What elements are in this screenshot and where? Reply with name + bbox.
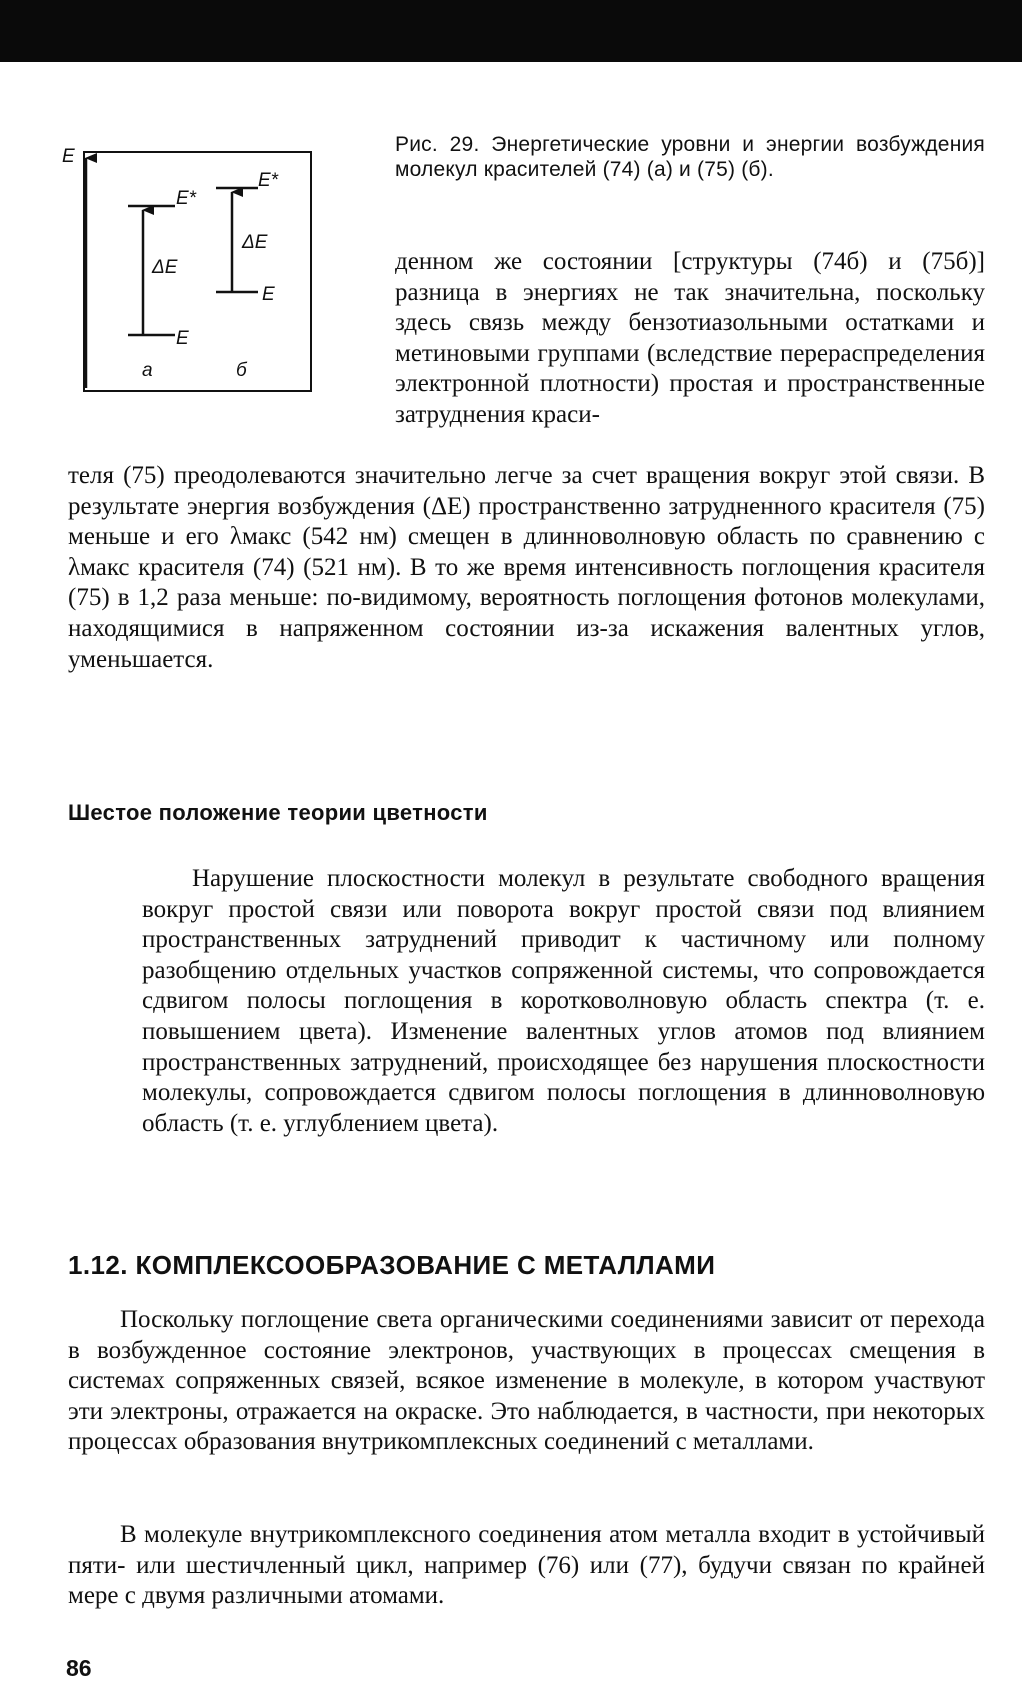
principle-statement <box>142 864 985 1139</box>
continued-paragraph: теля (75) преодолеваются значительно легче за счет вращения вокруг этой связи. В результате энергия возбуждения (ΔE) пространственно затрудненного красителя (75) меньше и его λмакс (542 нм) смещен в длинноволновую область по сравнению с λмакс красителя (74) (521 нм). В то же время интенсивность поглощения красителя (75) в 1,2 раза меньше: по-видимому, вероятность поглощения фотонов молекулами, находящимися в напряженном состоянии из-за искажения валентных углов, уменьшается. <box>68 462 985 673</box>
scan-top-border <box>0 0 1022 62</box>
chapter-heading: 1.12. КОМПЛЕКСООБРАЗОВАНИЕ С МЕТАЛЛАМИ <box>68 1250 716 1280</box>
panel-b-ground-label: E <box>262 284 275 305</box>
body-paragraph-1 <box>68 1305 985 1458</box>
principle-text: Нарушение плоскостности молекул в результате свободного вращения вокруг простой связи или поворота вокруг простой связи под влиянием пространственных затруднений приводит к частичному или полному разобщению отдельных участков сопряженной системы, что сопровождается сдвигом полосы поглощения в коротковолновую область спектра (т. е. повышением цвета). Изменение валентных углов атомов под влиянием пространственных затруднений, происходящее без нарушения плоскостности молекулы, сопровождается сдвигом полосы поглощения в длинноволновую область (т. е. углублением цвета). <box>142 865 985 1137</box>
energy-axis-label: E <box>62 148 75 167</box>
panel-a-label: а <box>142 360 153 381</box>
section-heading: Шестое положение теории цветности <box>68 800 488 825</box>
body-paragraph-2 <box>68 1520 985 1612</box>
panel-b-label: б <box>236 360 247 381</box>
body-paragraph-2-text: В молекуле внутрикомплексного соединения атом металла входит в устойчивый пяти- или шестичленный цикл, например (76) или (77), будучи связан по крайней мере с двумя различными атомами. <box>68 1521 985 1610</box>
energy-level-diagram <box>60 148 345 428</box>
wrapped-paragraph: денном же состоянии [структуры (74б) и (75б)] разница в энергиях не так значительна, поскольку здесь связь между бензотиазольными остатками и метиновыми группами (вследствие перераспределения электронной плотности) простая и пространственные затруднения краси- <box>395 248 985 428</box>
figure-caption: Рис. 29. Энергетические уровни и энергии возбуждения молекул красителей (74) (а) и (75) (б). <box>395 133 985 181</box>
panel-a-delta-label: ΔE <box>152 257 178 278</box>
panel-b-excited-label: E* <box>258 170 279 191</box>
page-number: 86 <box>66 1655 92 1681</box>
panel-b-delta-label: ΔE <box>242 232 268 253</box>
panel-a-ground-label: E <box>176 328 189 349</box>
panel-a-excited-label: E* <box>176 188 197 209</box>
body-paragraph-1-text: Поскольку поглощение света органическими соединениями зависит от перехода в возбужденное состояние электронов, участвующих в процессах смещения в системах сопряженных связей, всякое изменение в молекуле, в котором участвуют эти электроны, отражается на окраске. Это наблюдается, в частности, при некоторых процессах образования внутрикомплексных соединений с металлами. <box>68 1306 985 1456</box>
